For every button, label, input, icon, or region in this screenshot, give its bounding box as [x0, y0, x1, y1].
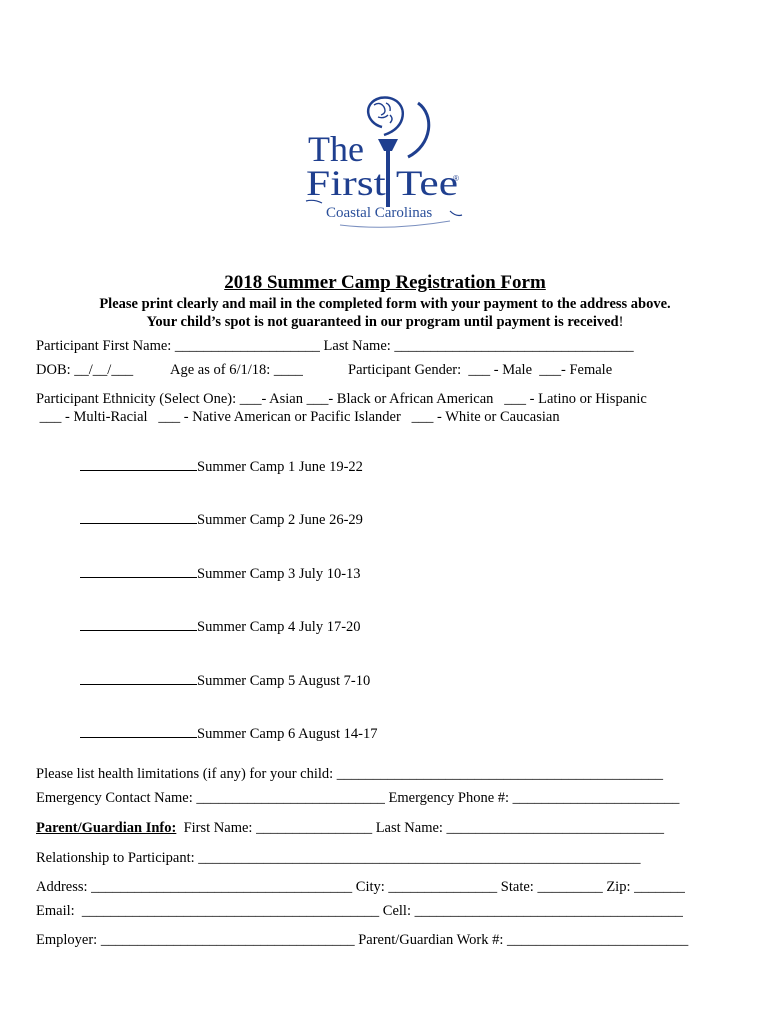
camp-row[interactable]: [80, 617, 361, 636]
parent-info-heading: Parent/Guardian Info:: [36, 820, 177, 836]
camp-label: Summer Camp 6 August 14-17: [197, 726, 378, 742]
email-cell-line[interactable]: Email: _________________________________________ Cell: _____________________________________: [36, 903, 683, 919]
parent-info-line[interactable]: [36, 820, 664, 837]
logo-subtitle: Coastal Carolinas: [326, 205, 433, 221]
camp-label: Summer Camp 4 July 17-20: [197, 619, 361, 635]
camp-blank[interactable]: [80, 564, 197, 578]
camp-blank[interactable]: [80, 671, 197, 685]
camp-label: Summer Camp 1 June 19-22: [197, 459, 363, 475]
camp-label: Summer Camp 2 June 26-29: [197, 512, 363, 528]
employer-line[interactable]: Employer: ___________________________________ Parent/Guardian Work #: _________________________: [36, 932, 689, 948]
dob-field[interactable]: DOB: __/__/___: [36, 362, 134, 378]
logo-mark: [300, 95, 470, 235]
camp-row[interactable]: [80, 564, 361, 583]
camp-row[interactable]: [80, 724, 377, 743]
globe-lines-icon: [374, 103, 392, 123]
logo-line1: The: [308, 129, 364, 169]
emergency-contact-line[interactable]: Emergency Contact Name: __________________________ Emergency Phone #: _______________________: [36, 790, 680, 806]
camp-label: Summer Camp 5 August 7-10: [197, 673, 371, 689]
intro-line-1: Please print clearly and mail in the completed form with your payment to the address above.: [99, 296, 671, 312]
camp-blank[interactable]: [80, 510, 197, 524]
ethnicity-line-2[interactable]: ___ - Multi-Racial ___ - Native American or Pacific Islander ___ - White or Caucasian: [36, 409, 560, 425]
camp-blank[interactable]: [80, 457, 197, 471]
camp-blank[interactable]: [80, 617, 197, 631]
torch-cup-icon: [378, 139, 398, 151]
logo-line2: First Tee: [306, 163, 458, 203]
address-line[interactable]: Address: ____________________________________ City: _______________ State: _________ Zip: _______: [36, 879, 685, 895]
camp-row[interactable]: [80, 671, 370, 690]
swoosh-icon: [408, 103, 429, 157]
relationship-line[interactable]: Relationship to Participant: _____________________________________________________________: [36, 850, 641, 866]
form-title: 2018 Summer Camp Registration Form: [224, 272, 546, 293]
registered-mark: ®: [453, 174, 459, 183]
parent-names[interactable]: First Name: ________________ Last Name: ______________________________: [176, 820, 665, 836]
underline-swash-icon: [340, 221, 450, 227]
intro-line-2-end: !: [618, 314, 624, 330]
camp-label: Summer Camp 3 July 10-13: [197, 566, 361, 582]
health-limitations-line[interactable]: Please list health limitations (if any) for your child: _____________________________________________: [36, 766, 664, 782]
camp-row[interactable]: [80, 510, 363, 529]
gender-field[interactable]: Participant Gender: ___ - Male ___- Female: [348, 362, 613, 378]
camp-blank[interactable]: [80, 724, 197, 738]
intro-line-2-text: Your child’s spot is not guaranteed in our program until payment is received: [146, 314, 619, 330]
camp-row[interactable]: [80, 457, 363, 476]
participant-name-line[interactable]: Participant First Name: ____________________ Last Name: _________________________________: [36, 338, 634, 354]
age-field[interactable]: Age as of 6/1/18: ____: [170, 362, 303, 378]
right-swash-icon: [450, 211, 462, 216]
intro-line-2: [0, 314, 770, 331]
ethnicity-line-1[interactable]: Participant Ethnicity (Select One): ___- Asian ___- Black or African American ___ - Latino or Hispanic: [36, 391, 647, 407]
first-tee-logo: [300, 95, 470, 235]
